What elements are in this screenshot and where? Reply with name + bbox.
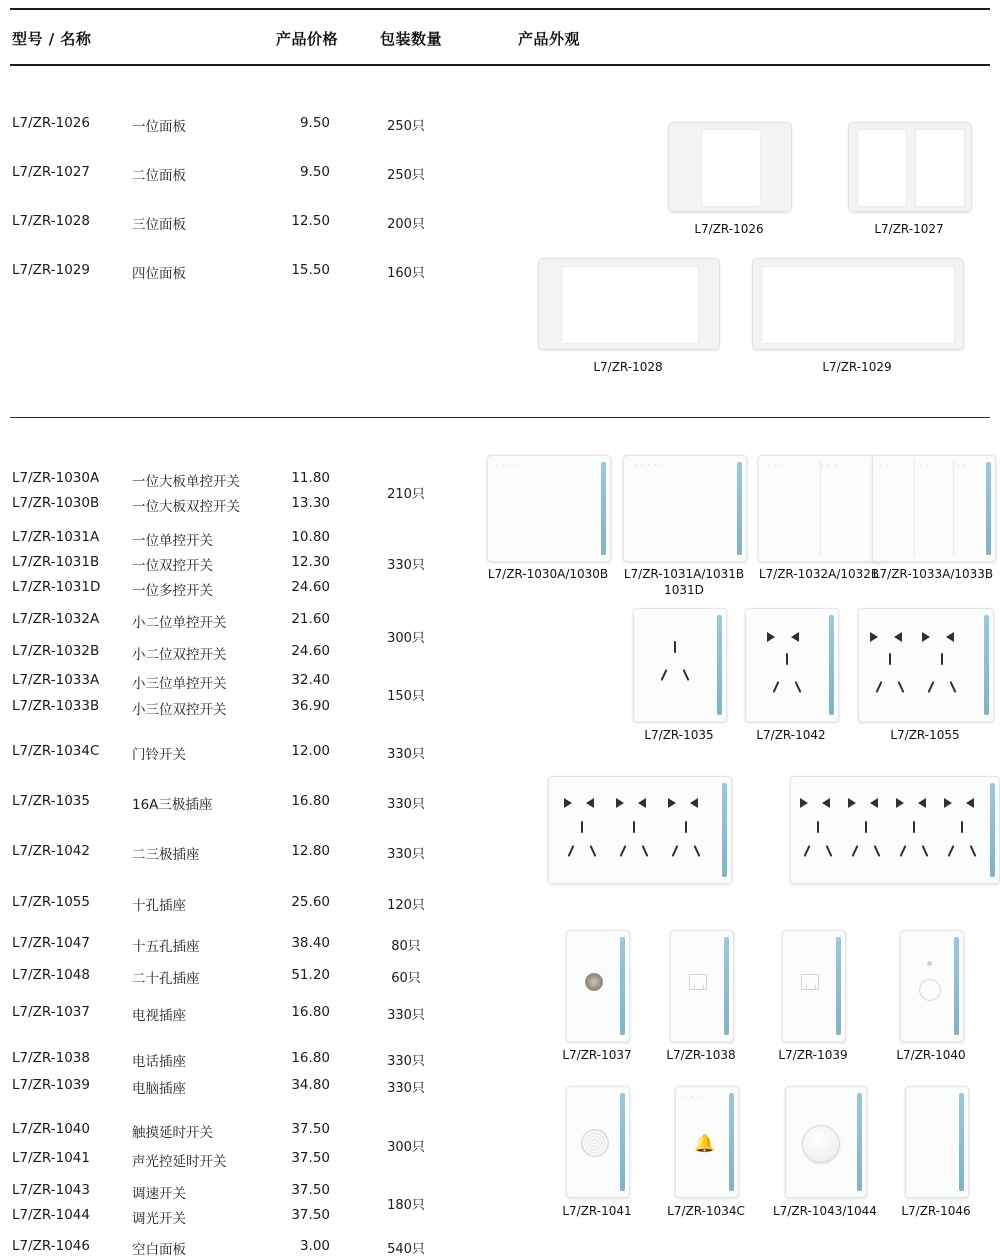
row-name: 四位面板 bbox=[132, 266, 186, 282]
socket-pin bbox=[683, 669, 690, 681]
product-figure-1037 bbox=[562, 930, 634, 1070]
row-name: 二位面板 bbox=[132, 168, 186, 184]
table-row bbox=[10, 643, 480, 663]
panel-3-gang bbox=[538, 258, 720, 350]
row-price: 25.60 bbox=[291, 894, 330, 910]
gang-divider bbox=[820, 460, 821, 557]
row-price: 37.50 bbox=[291, 1150, 330, 1166]
product-figure-1027 bbox=[848, 122, 998, 240]
row-price: 38.40 bbox=[291, 935, 330, 951]
row-pack: 330只 bbox=[387, 1008, 425, 1023]
gang-divider bbox=[953, 460, 954, 557]
row-pack: 120只 bbox=[387, 898, 425, 913]
doorbell-switch bbox=[675, 1086, 739, 1198]
header-pack: 包装数量 bbox=[380, 30, 443, 48]
panel-window bbox=[915, 129, 965, 207]
socket-pin bbox=[795, 681, 802, 693]
blank-panel bbox=[905, 1086, 969, 1198]
socket-20-hole bbox=[790, 776, 1000, 884]
switch-1-gang bbox=[623, 455, 747, 562]
socket-pin bbox=[876, 681, 883, 693]
row-name: 一位单控开关 bbox=[132, 533, 213, 549]
touch-button[interactable] bbox=[919, 979, 941, 1001]
table-row bbox=[10, 213, 480, 233]
socket-pin bbox=[865, 821, 867, 833]
figure-caption: L7/ZR-1043/1044 bbox=[773, 1204, 877, 1218]
row-price: 32.40 bbox=[291, 672, 330, 688]
row-model: L7/ZR-1026 bbox=[12, 115, 90, 131]
socket-pin bbox=[668, 798, 676, 808]
row-pack: 540只 bbox=[387, 1242, 425, 1257]
product-figure-1032 bbox=[758, 455, 886, 590]
socket-pin bbox=[773, 681, 780, 693]
socket-pin bbox=[889, 653, 891, 665]
row-model: L7/ZR-1037 bbox=[12, 1004, 90, 1020]
product-figure-1033 bbox=[872, 455, 1000, 590]
row-price: 15.50 bbox=[291, 262, 330, 278]
figure-caption: L7/ZR-1031A/1031B bbox=[623, 567, 745, 581]
product-figure-1034C bbox=[667, 1086, 745, 1226]
table-header bbox=[10, 28, 990, 62]
row-model: L7/ZR-1030B bbox=[12, 495, 100, 511]
product-figure-1026 bbox=[668, 122, 818, 240]
row-price: 13.30 bbox=[291, 495, 330, 511]
socket-pin bbox=[581, 821, 583, 833]
row-price: 10.80 bbox=[291, 529, 330, 545]
row-price: 51.20 bbox=[291, 967, 330, 983]
socket-pin bbox=[922, 845, 929, 857]
socket-pin bbox=[685, 821, 687, 833]
header-model: 型号 / 名称 bbox=[12, 30, 92, 48]
table-row bbox=[10, 967, 480, 987]
row-price: 16.80 bbox=[291, 793, 330, 809]
socket-pin bbox=[948, 845, 955, 857]
figure-caption: L7/ZR-1039 bbox=[778, 1048, 848, 1062]
socket-3-pin bbox=[633, 608, 727, 722]
row-price: 12.50 bbox=[291, 213, 330, 229]
socket-pin bbox=[672, 845, 679, 857]
accent-strip bbox=[857, 1093, 862, 1191]
figure-caption: L7/ZR-1040 bbox=[896, 1048, 966, 1062]
speaker-grille-icon bbox=[581, 1129, 609, 1157]
computer-socket bbox=[782, 930, 846, 1042]
accent-strip bbox=[836, 937, 841, 1035]
row-pack: 330只 bbox=[387, 847, 425, 862]
socket-pin bbox=[690, 798, 698, 808]
row-name: 电脑插座 bbox=[132, 1081, 186, 1097]
product-figure-1028 bbox=[538, 258, 718, 380]
table-row bbox=[10, 894, 480, 914]
switch-3-gang bbox=[872, 455, 996, 562]
row-model: L7/ZR-1029 bbox=[12, 262, 90, 278]
table-row bbox=[10, 262, 480, 282]
row-price: 12.80 bbox=[291, 843, 330, 859]
product-figure-1046 bbox=[901, 1086, 973, 1226]
socket-pin bbox=[791, 632, 799, 642]
row-name: 一位面板 bbox=[132, 119, 186, 135]
bell-icon: 🔔 bbox=[694, 1134, 716, 1154]
panel-window bbox=[857, 129, 907, 207]
product-figure-1042 bbox=[745, 608, 843, 748]
brand-dots: • • • • • bbox=[634, 463, 665, 468]
table-row bbox=[10, 793, 480, 813]
socket-15-hole bbox=[548, 776, 732, 884]
row-price: 9.50 bbox=[299, 115, 330, 131]
panel-1-gang bbox=[668, 122, 792, 212]
socket-pin bbox=[568, 845, 575, 857]
row-pack: 250只 bbox=[387, 119, 425, 134]
row-model: L7/ZR-1040 bbox=[12, 1121, 90, 1137]
row-pack: 160只 bbox=[387, 266, 425, 281]
pack-group: 330只 bbox=[387, 558, 425, 573]
row-model: L7/ZR-1035 bbox=[12, 793, 90, 809]
row-price: 24.60 bbox=[291, 579, 330, 595]
row-name: 调光开关 bbox=[132, 1211, 186, 1227]
row-name: 触摸延时开关 bbox=[132, 1125, 213, 1141]
table-row bbox=[10, 1238, 480, 1258]
socket-pin bbox=[852, 845, 859, 857]
row-name: 调速开关 bbox=[132, 1186, 186, 1202]
product-figure-1048 bbox=[790, 776, 1000, 896]
figure-caption: L7/ZR-1026 bbox=[694, 222, 764, 236]
row-price: 9.50 bbox=[299, 164, 330, 180]
socket-pin bbox=[616, 798, 624, 808]
row-name: 小三位双控开关 bbox=[132, 702, 227, 718]
socket-pin bbox=[896, 798, 904, 808]
socket-pin bbox=[950, 681, 957, 693]
row-name: 二三极插座 bbox=[132, 847, 200, 863]
figure-caption: L7/ZR-1035 bbox=[644, 728, 714, 742]
socket-pin bbox=[633, 821, 635, 833]
row-model: L7/ZR-1030A bbox=[12, 470, 100, 486]
row-price: 37.50 bbox=[291, 1121, 330, 1137]
row-model: L7/ZR-1041 bbox=[12, 1150, 90, 1166]
row-pack: 80只 bbox=[391, 939, 421, 954]
socket-pin bbox=[913, 821, 915, 833]
row-model: L7/ZR-1042 bbox=[12, 843, 90, 859]
top-rule bbox=[10, 8, 990, 10]
row-name: 声光控延时开关 bbox=[132, 1154, 227, 1170]
row-name: 一位双控开关 bbox=[132, 558, 213, 574]
dimmer-switch bbox=[785, 1086, 867, 1198]
figure-caption: L7/ZR-1027 bbox=[874, 222, 944, 236]
row-price: 12.00 bbox=[291, 743, 330, 759]
row-pack: 200只 bbox=[387, 217, 425, 232]
socket-pin bbox=[786, 653, 788, 665]
row-model: L7/ZR-1055 bbox=[12, 894, 90, 910]
panel-window bbox=[761, 266, 955, 344]
row-model: L7/ZR-1047 bbox=[12, 935, 90, 951]
row-model: L7/ZR-1031B bbox=[12, 554, 100, 570]
row-price: 11.80 bbox=[291, 470, 330, 486]
rj11-jack-icon bbox=[689, 974, 707, 990]
accent-strip bbox=[601, 462, 606, 555]
brand-dots: • • • bbox=[767, 463, 785, 468]
accent-strip bbox=[990, 783, 995, 877]
socket-pin bbox=[970, 845, 977, 857]
row-price: 24.60 bbox=[291, 643, 330, 659]
figure-caption: L7/ZR-1046 bbox=[901, 1204, 971, 1218]
row-name: 二十孔插座 bbox=[132, 971, 200, 987]
header-rule bbox=[10, 64, 990, 66]
product-figure-1040 bbox=[896, 930, 968, 1070]
accent-strip bbox=[717, 615, 722, 715]
product-figure-1039 bbox=[778, 930, 850, 1070]
row-model: L7/ZR-1046 bbox=[12, 1238, 90, 1254]
panel-4-gang bbox=[752, 258, 964, 350]
brand-dots: • • bbox=[919, 463, 930, 468]
product-figure-1041 bbox=[562, 1086, 634, 1226]
row-name: 空白面板 bbox=[132, 1242, 186, 1258]
pack-group: 180只 bbox=[387, 1198, 425, 1213]
figure-caption: L7/ZR-1055 bbox=[890, 728, 960, 742]
product-figure-1030 bbox=[487, 455, 615, 590]
figure-caption: L7/ZR-1029 bbox=[822, 360, 892, 374]
product-figure-1038 bbox=[666, 930, 738, 1070]
row-name: 三位面板 bbox=[132, 217, 186, 233]
row-name: 电话插座 bbox=[132, 1054, 186, 1070]
row-price: 36.90 bbox=[291, 698, 330, 714]
socket-pin bbox=[944, 798, 952, 808]
row-price: 12.30 bbox=[291, 554, 330, 570]
socket-pin bbox=[642, 845, 649, 857]
row-model: L7/ZR-1044 bbox=[12, 1207, 90, 1223]
row-model: L7/ZR-1033B bbox=[12, 698, 100, 714]
pack-group: 210只 bbox=[387, 487, 425, 502]
row-name: 小三位单控开关 bbox=[132, 676, 227, 692]
table-row bbox=[10, 529, 480, 549]
accent-strip bbox=[729, 1093, 734, 1191]
socket-pin bbox=[800, 798, 808, 808]
row-model: L7/ZR-1038 bbox=[12, 1050, 90, 1066]
socket-pin bbox=[590, 845, 597, 857]
socket-pin bbox=[870, 632, 878, 642]
accent-strip bbox=[829, 615, 834, 715]
accent-strip bbox=[984, 615, 989, 715]
table-row bbox=[10, 1004, 480, 1024]
accent-strip bbox=[959, 1093, 964, 1191]
panel-2-gang bbox=[848, 122, 972, 212]
socket-pin bbox=[870, 798, 878, 808]
row-pack: 330只 bbox=[387, 797, 425, 812]
socket-pin bbox=[922, 632, 930, 642]
row-model: L7/ZR-1032A bbox=[12, 611, 100, 627]
panel-window bbox=[701, 129, 761, 207]
row-price: 21.60 bbox=[291, 611, 330, 627]
socket-pin bbox=[928, 681, 935, 693]
row-model: L7/ZR-1032B bbox=[12, 643, 100, 659]
section-divider-rule bbox=[10, 417, 990, 418]
socket-pin bbox=[804, 845, 811, 857]
row-model: L7/ZR-1031A bbox=[12, 529, 100, 545]
brand-dots: • • • bbox=[821, 463, 839, 468]
telephone-socket bbox=[670, 930, 734, 1042]
row-pack: 60只 bbox=[391, 971, 421, 986]
accent-strip bbox=[722, 783, 727, 877]
socket-pin bbox=[961, 821, 963, 833]
row-name: 小二位双控开关 bbox=[132, 647, 227, 663]
rotary-knob[interactable] bbox=[802, 1125, 840, 1163]
product-figure-1029 bbox=[752, 258, 962, 380]
product-figure-1031 bbox=[623, 455, 751, 605]
pack-group: 300只 bbox=[387, 1140, 425, 1155]
socket-pin bbox=[817, 821, 819, 833]
table-row bbox=[10, 1050, 480, 1070]
header-price: 产品价格 bbox=[276, 30, 339, 48]
row-price: 16.80 bbox=[291, 1050, 330, 1066]
product-figure-1055 bbox=[858, 608, 998, 748]
row-model: L7/ZR-1031D bbox=[12, 579, 101, 595]
row-name: 一位大板双控开关 bbox=[132, 499, 240, 515]
row-pack: 250只 bbox=[387, 168, 425, 183]
row-name: 十五孔插座 bbox=[132, 939, 200, 955]
row-name: 16A三极插座 bbox=[132, 797, 213, 813]
row-model: L7/ZR-1034C bbox=[12, 743, 100, 759]
socket-pin bbox=[586, 798, 594, 808]
table-row bbox=[10, 1077, 480, 1097]
figure-caption: L7/ZR-1028 bbox=[593, 360, 663, 374]
sound-light-delay-switch bbox=[566, 1086, 630, 1198]
figure-caption: L7/ZR-1037 bbox=[562, 1048, 632, 1062]
figure-caption: L7/ZR-1038 bbox=[666, 1048, 736, 1062]
table-row bbox=[10, 579, 480, 599]
row-model: L7/ZR-1027 bbox=[12, 164, 90, 180]
accent-strip bbox=[620, 937, 625, 1035]
socket-pin bbox=[874, 845, 881, 857]
row-name: 电视插座 bbox=[132, 1008, 186, 1024]
tv-socket bbox=[566, 930, 630, 1042]
row-price: 3.00 bbox=[299, 1238, 330, 1254]
figure-caption: L7/ZR-1032A/1032B bbox=[758, 567, 880, 581]
row-pack: 330只 bbox=[387, 747, 425, 762]
socket-pin bbox=[826, 845, 833, 857]
gang-divider bbox=[914, 460, 915, 557]
socket-pin bbox=[620, 845, 627, 857]
pack-group: 150只 bbox=[387, 689, 425, 704]
socket-pin bbox=[898, 681, 905, 693]
row-name: 一位大板单控开关 bbox=[132, 474, 240, 490]
indicator-dot bbox=[927, 961, 932, 966]
socket-pin bbox=[767, 632, 775, 642]
socket-pin bbox=[941, 653, 943, 665]
row-model: L7/ZR-1048 bbox=[12, 967, 90, 983]
touch-delay-switch bbox=[900, 930, 964, 1042]
brand-dots: • • • • bbox=[496, 463, 520, 468]
figure-caption: L7/ZR-1030A/1030B bbox=[487, 567, 609, 581]
socket-pin bbox=[900, 845, 907, 857]
socket-5-hole bbox=[745, 608, 839, 722]
product-figure-1047 bbox=[548, 776, 738, 896]
row-model: L7/ZR-1043 bbox=[12, 1182, 90, 1198]
socket-pin bbox=[918, 798, 926, 808]
row-name: 一位多控开关 bbox=[132, 583, 213, 599]
figure-caption: L7/ZR-1041 bbox=[562, 1204, 632, 1218]
switch-2-gang bbox=[758, 455, 882, 562]
accent-strip bbox=[737, 462, 742, 555]
socket-pin bbox=[674, 641, 676, 653]
accent-strip bbox=[724, 937, 729, 1035]
socket-pin bbox=[822, 798, 830, 808]
header-appearance: 产品外观 bbox=[518, 30, 581, 48]
switch-1-gang-large bbox=[487, 455, 611, 562]
brand-dots: • • • bbox=[684, 1094, 702, 1099]
table-row bbox=[10, 164, 480, 184]
row-price: 37.50 bbox=[291, 1182, 330, 1198]
row-name: 小二位单控开关 bbox=[132, 615, 227, 631]
row-price: 37.50 bbox=[291, 1207, 330, 1223]
rj45-jack-icon bbox=[801, 974, 819, 990]
pack-group: 300只 bbox=[387, 631, 425, 646]
row-model: L7/ZR-1028 bbox=[12, 213, 90, 229]
socket-pin bbox=[564, 798, 572, 808]
socket-pin bbox=[694, 845, 701, 857]
figure-caption: L7/ZR-1042 bbox=[756, 728, 826, 742]
row-price: 16.80 bbox=[291, 1004, 330, 1020]
row-name: 十孔插座 bbox=[132, 898, 186, 914]
row-model: L7/ZR-1039 bbox=[12, 1077, 90, 1093]
figure-caption: L7/ZR-1034C bbox=[667, 1204, 745, 1218]
socket-pin bbox=[966, 798, 974, 808]
figure-caption-secondary: 1031D bbox=[664, 583, 704, 597]
socket-pin bbox=[946, 632, 954, 642]
socket-pin bbox=[894, 632, 902, 642]
tv-jack-icon bbox=[585, 973, 603, 991]
row-pack: 330只 bbox=[387, 1054, 425, 1069]
row-name: 门铃开关 bbox=[132, 747, 186, 763]
product-figure-1043-1044 bbox=[773, 1086, 877, 1226]
brand-dots: • • bbox=[879, 463, 890, 468]
accent-strip bbox=[620, 1093, 625, 1191]
row-price: 34.80 bbox=[291, 1077, 330, 1093]
table-row bbox=[10, 115, 480, 135]
brand-dots: • • bbox=[957, 463, 968, 468]
table-row bbox=[10, 843, 480, 863]
socket-pin bbox=[661, 669, 668, 681]
product-figure-1035 bbox=[633, 608, 731, 748]
row-model: L7/ZR-1033A bbox=[12, 672, 100, 688]
row-pack: 330只 bbox=[387, 1081, 425, 1096]
table-row bbox=[10, 743, 480, 763]
socket-pin bbox=[638, 798, 646, 808]
accent-strip bbox=[954, 937, 959, 1035]
table-row bbox=[10, 935, 480, 955]
socket-10-hole bbox=[858, 608, 994, 722]
panel-window bbox=[561, 266, 699, 344]
figure-caption: L7/ZR-1033A/1033B bbox=[872, 567, 994, 581]
socket-pin bbox=[848, 798, 856, 808]
accent-strip bbox=[986, 462, 991, 555]
